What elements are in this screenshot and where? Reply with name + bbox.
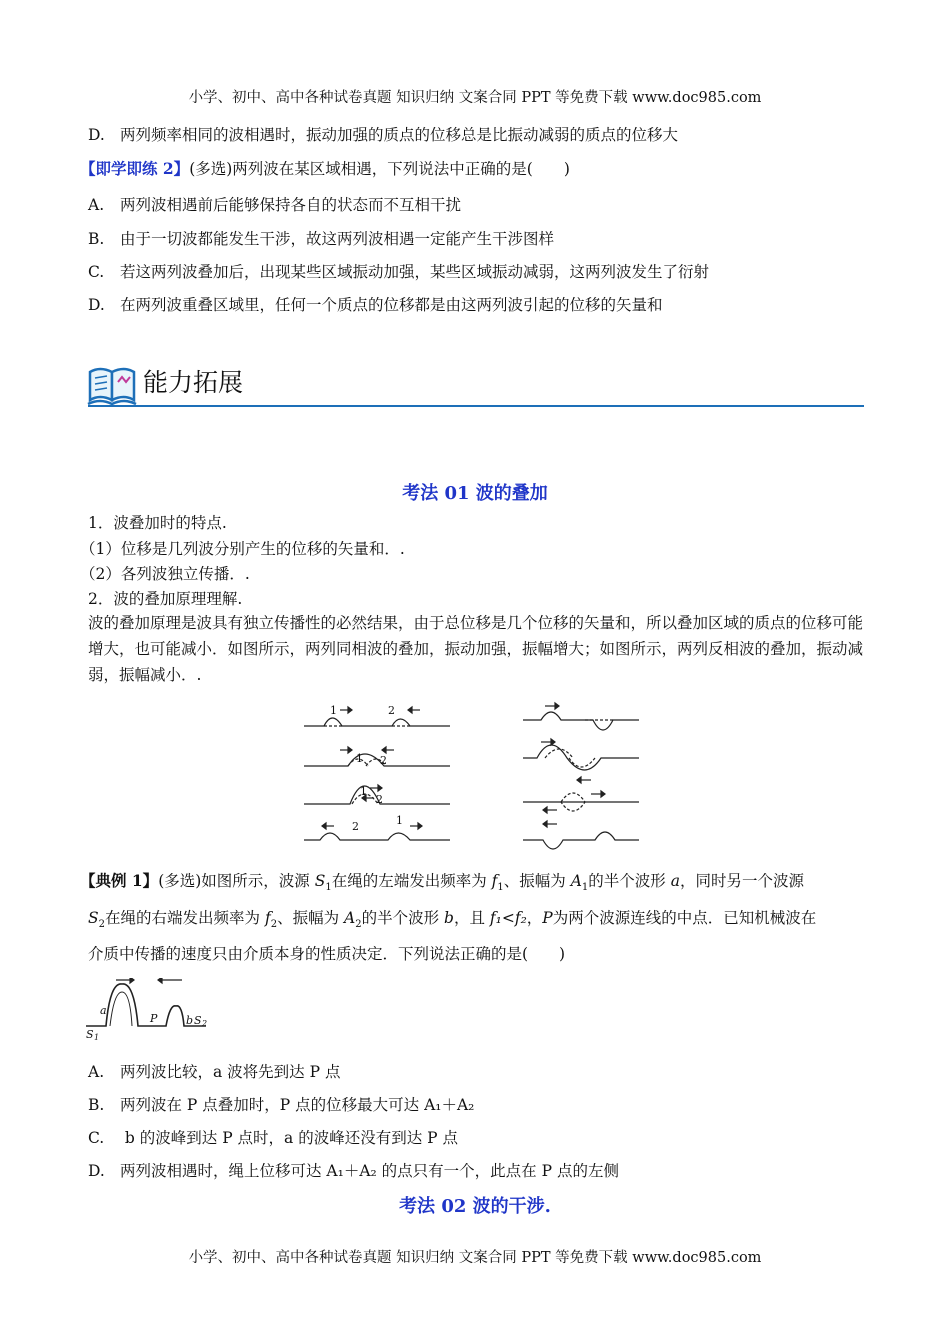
practice2-option-a [88,194,461,216]
option-letter: B. [88,1096,105,1114]
example1-text: 、振幅为 [277,909,344,927]
wave-b: b [444,909,454,927]
freq-f1: f [491,872,498,890]
prev-option-d [88,124,678,146]
page-footer: 小学、初中、高中各种试卷真题 知识归纳 文案合同 PPT 等免费下载 www.doc985.com [188,1250,762,1266]
frequency-condition: f₁<f₂ [489,909,527,927]
subscript: 2 [98,919,105,931]
subscript: 2 [270,919,278,931]
practice2-stem [80,158,570,180]
practice2-question: (多选)两列波在某区域相遇，下列说法中正确的是( ) [189,160,570,178]
amp-a2: A [344,909,356,927]
option-text: 两列波在 P 点叠加时，P 点的位移最大可达 A₁＋A₂ [120,1096,475,1114]
anti-phase-superposition-figure [515,698,650,863]
option-letter: A. [88,196,105,214]
label-wave-1: 1 [356,752,363,765]
practice2-tag: 【即学即练 2】 [80,159,190,178]
method2-title: 考法 02 波的干涉. [399,1196,551,1217]
in-phase-superposition-figure [300,698,460,848]
point-p: P [542,909,553,927]
option-text: b 的波峰到达 P 点时，a 的波峰还没有到达 P 点 [120,1129,459,1147]
option-text: 在两列波重叠区域里，任何一个质点的位移都是由这两列波引起的位移的矢量和 [120,296,663,314]
label-wave-1: 1 [396,814,403,827]
option-letter: B. [88,230,105,248]
example1-text: (多选)如图所示，波源 [158,872,315,890]
method1-point1-2: （2）各列波独立传播．. [80,565,250,583]
source-s1: S [314,872,326,890]
subscript: 1 [497,882,504,894]
method1-paragraph: 波的叠加原理是波具有独立传播性的必然结果，由于总位移是几个位移的矢量和，所以叠加区域的质点的位移可能增大，也可能减小．如图所示，两列同相波的叠加，振动加强，振幅增大；如图所示，两列反相波的叠加，振动减弱，振幅减小．. [88,614,864,684]
example1-option-c [88,1127,458,1149]
option-text: 由于一切波都能发生干涉，故这两列波相遇一定能产生干涉图样 [120,230,555,248]
label-wave-2: 2 [376,793,383,806]
amp-a1: A [570,872,582,890]
practice2-option-c [88,261,709,283]
fig-label-s1: S [86,1028,94,1040]
option-letter: C. [88,263,105,281]
practice2-option-b [88,228,554,250]
label-wave-1: 1 [330,704,337,717]
option-letter: A. [88,1063,105,1081]
option-text: 两列波比较，a 波将先到达 P 点 [120,1063,341,1081]
option-letter: D. [88,1162,105,1180]
example1-option-a [88,1061,340,1083]
label-wave-2: 2 [388,704,395,717]
subscript: 1 [325,882,332,894]
method1-point1: 1．波叠加时的特点. [88,514,227,532]
practice2-option-d [88,294,663,316]
method1-point1-1: （1）位移是几列波分别产生的位移的矢量和．. [80,540,405,558]
fig-label-b: b [186,1014,194,1027]
fig-label-p: P [150,1012,158,1025]
example1-option-d [88,1160,619,1182]
example1-line2 [88,907,816,936]
example1-line1 [80,870,804,899]
option-text: 若这两列波叠加后，出现某些区域振动加强，某些区域振动减弱，这两列波发生了衍射 [120,263,710,281]
option-letter: D. [88,296,105,314]
fig-label-s2-sub: 2 [202,1019,208,1028]
example1-line3: 介质中传播的速度只由介质本身的性质决定．下列说法正确的是( ) [88,945,566,963]
page-header: 小学、初中、高中各种试卷真题 知识归纳 文案合同 PPT 等免费下载 www.doc985.com [188,90,762,106]
subscript: 2 [355,919,362,931]
rope-wave-figure [84,978,214,1040]
example1-text: 在绳的左端发出频率为 [331,872,492,890]
option-text: 两列波相遇时，绳上位移可达 A₁＋A₂ 的点只有一个，此点在 P 点的左侧 [120,1162,619,1180]
example1-text: 为两个波源连线的中点．已知机械波在 [552,909,817,927]
freq-f2: f [264,909,271,927]
source-s2: S [88,909,99,927]
method1-title: 考法 01 波的叠加 [402,483,548,504]
example1-text: ，同时另一个波源 [679,872,804,890]
option-letter: C. [88,1129,105,1147]
fig-label-s2: S [194,1014,202,1027]
fig-label-a: a [100,1004,107,1017]
label-wave-2: 2 [380,754,387,767]
example1-text: 在绳的右端发出频率为 [105,909,265,927]
fig-label-s1-sub: 1 [94,1033,100,1040]
option-text: 两列波相遇前后能够保持各自的状态而不互相干扰 [120,196,462,214]
example1-tag: 【典例 1】 [80,871,159,890]
wave-a: a [670,872,680,890]
option-text: 两列频率相同的波相遇时，振动加强的质点的位移总是比振动减弱的质点的位移大 [120,126,679,144]
example1-text: ，且 [453,909,490,927]
example1-text: 的半个波形 [361,909,445,927]
method1-point2: 2．波的叠加原理理解. [88,590,243,608]
label-wave-1: 1 [360,785,367,798]
example1-option-b [88,1094,474,1116]
example1-text: 、振幅为 [503,872,571,890]
section-banner-title: 能力拓展 [143,368,244,397]
section-banner-rule [88,405,864,407]
open-book-icon [86,360,138,408]
option-letter: D. [88,126,105,144]
subscript: 1 [581,882,589,894]
label-wave-2: 2 [352,820,359,833]
example1-text: ， [526,909,543,927]
example1-text: 的半个波形 [588,872,671,890]
